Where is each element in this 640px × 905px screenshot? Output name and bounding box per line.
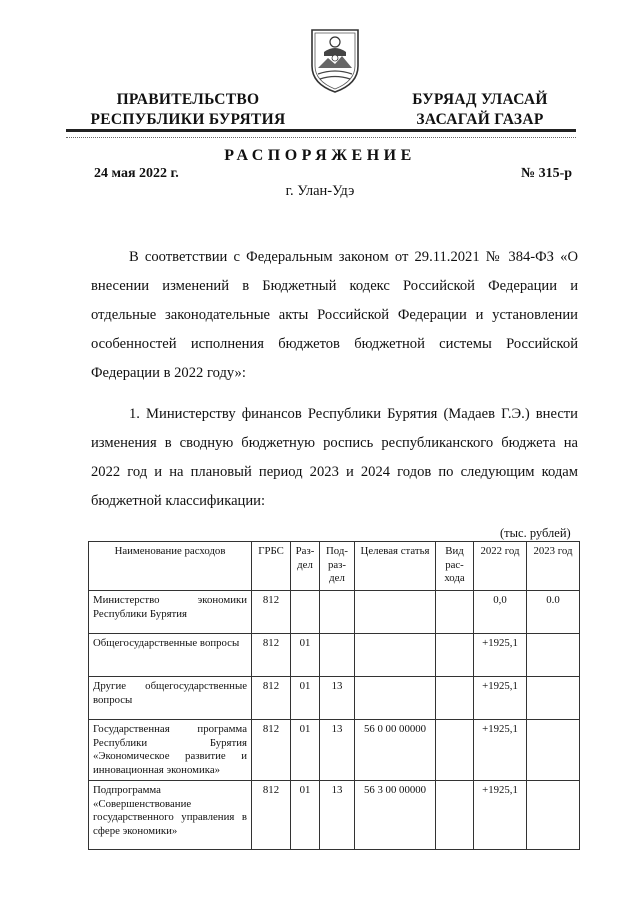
cell-subsection: [320, 591, 355, 634]
header-divider-dotted: [66, 137, 576, 138]
cell-name: Государственная программа Республики Бурятия «Экономическое развитие и инновационная экономика»: [89, 720, 252, 781]
cell-subsection: 13: [320, 677, 355, 720]
header-left-line1: ПРАВИТЕЛЬСТВО: [116, 91, 260, 108]
cell-2022: +1925,1: [474, 781, 527, 850]
cell-target-article: [355, 634, 436, 677]
cell-2023: [527, 677, 580, 720]
cell-subsection: [320, 634, 355, 677]
header-subsection: Под-раз-дел: [320, 542, 355, 591]
clause-1-paragraph: 1. Министерству финансов Республики Бурятия (Мадаев Г.Э.) внести изменения в сводную бюджетную роспись республиканского бюджета на 2022 год и на плановый период 2023 и 2024 годов по следующим кодам бюджетной классификации:: [91, 406, 578, 509]
cell-expense-type: [436, 720, 474, 781]
cell-2023: 0.0: [527, 591, 580, 634]
header-target-article: Целевая статья: [355, 542, 436, 591]
cell-name: Министерство экономики Республики Бурятия: [89, 591, 252, 634]
header-2023: 2023 год: [527, 542, 580, 591]
header-grbs: ГРБС: [252, 542, 291, 591]
cell-target-article: 56 3 00 00000: [355, 781, 436, 850]
budget-classification-table: [88, 541, 580, 850]
header-right-line2: ЗАСАГАЙ ГАЗАР: [416, 111, 544, 128]
cell-grbs: 812: [252, 677, 291, 720]
cell-subsection: 13: [320, 720, 355, 781]
document-date: 24 мая 2022 г.: [94, 166, 179, 181]
document-city: г. Улан-Удэ: [285, 183, 355, 199]
preamble-paragraph: В соответствии с Федеральным законом от 29.11.2021 № 384-ФЗ «О внесении изменений в Бюджетный кодекс Российской Федерации и отдельные законодательные акты Российской Федерации и установлении особенностей исполнения бюджетов бюджетной системы Российской Федерации в 2022 году»:: [91, 249, 578, 381]
header-left-line2: РЕСПУБЛИКИ БУРЯТИЯ: [90, 111, 286, 128]
document-number: № 315-р: [521, 166, 573, 181]
cell-2023: [527, 781, 580, 850]
government-name-russian: [88, 90, 288, 130]
government-name-buryat: [405, 90, 555, 130]
cell-expense-type: [436, 781, 474, 850]
cell-grbs: 812: [252, 591, 291, 634]
table-row: [89, 720, 580, 781]
cell-2022: +1925,1: [474, 634, 527, 677]
header-name: Наименование расходов: [89, 542, 252, 591]
cell-grbs: 812: [252, 634, 291, 677]
table-row: [89, 677, 580, 720]
cell-section: 01: [291, 720, 320, 781]
table-row: [89, 591, 580, 634]
cell-2023: [527, 720, 580, 781]
coat-of-arms-emblem: [306, 26, 364, 94]
header-2022: 2022 год: [474, 542, 527, 591]
cell-expense-type: [436, 634, 474, 677]
cell-section: 01: [291, 677, 320, 720]
cell-2022: +1925,1: [474, 720, 527, 781]
table-row: [89, 781, 580, 850]
table-header-row: [89, 542, 580, 591]
header-expense-type: Вид рас-хода: [436, 542, 474, 591]
cell-grbs: 812: [252, 781, 291, 850]
document-title: РАСПОРЯЖЕНИЕ: [224, 147, 416, 164]
header-right-line1: БУРЯАД УЛАСАЙ: [412, 91, 548, 108]
table-row: [89, 634, 580, 677]
cell-name: Общегосударственные вопросы: [89, 634, 252, 677]
cell-section: 01: [291, 781, 320, 850]
header-divider-thick: [66, 129, 576, 132]
cell-2023: [527, 634, 580, 677]
cell-name: Другие общегосударственные вопросы: [89, 677, 252, 720]
cell-expense-type: [436, 591, 474, 634]
cell-target-article: [355, 677, 436, 720]
cell-2022: +1925,1: [474, 677, 527, 720]
cell-target-article: 56 0 00 00000: [355, 720, 436, 781]
cell-target-article: [355, 591, 436, 634]
header-section: Раз-дел: [291, 542, 320, 591]
cell-grbs: 812: [252, 720, 291, 781]
cell-section: 01: [291, 634, 320, 677]
cell-section: [291, 591, 320, 634]
cell-name: Подпрограмма «Совершенствование государственного управления в сфере экономики»: [89, 781, 252, 850]
cell-expense-type: [436, 677, 474, 720]
cell-subsection: 13: [320, 781, 355, 850]
table-units-note: (тыс. рублей): [500, 526, 571, 540]
cell-2022: 0,0: [474, 591, 527, 634]
